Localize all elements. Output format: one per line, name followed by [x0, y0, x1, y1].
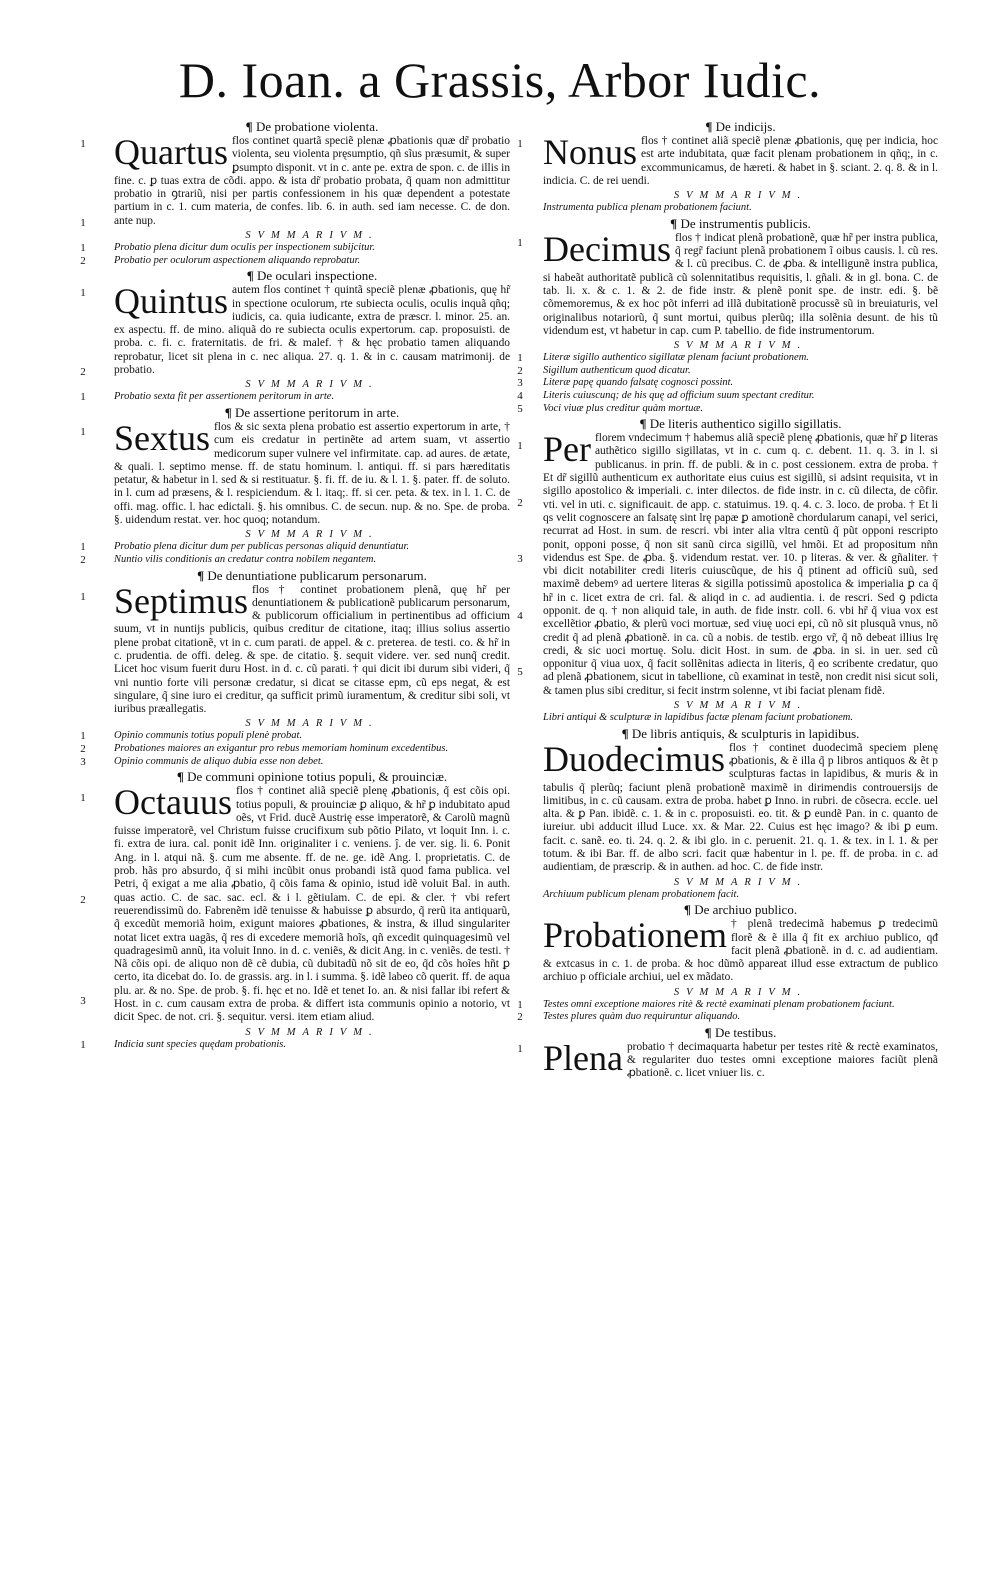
summarium-item — [517, 1011, 938, 1024]
pilcrow-icon: ¶ — [639, 416, 650, 432]
margin-number: 1 — [80, 792, 86, 805]
margin-number: 1 — [517, 1042, 523, 1055]
margin-number: 2 — [80, 894, 86, 907]
summarium-label: SVMMARIVM. — [673, 876, 808, 888]
section-heading-text: De libris antiquis, & sculpturis in lapidibus. — [631, 725, 860, 741]
summarium-number: 1 — [80, 242, 86, 255]
right-column — [517, 118, 938, 1082]
summarium-text: Archiuum publicum plenam probationem facit. — [543, 888, 740, 900]
summarium-number: 2 — [517, 1011, 523, 1024]
summarium-text: Voci viuæ plus creditur quàm mortuæ. — [543, 402, 704, 414]
summarium-text: Probatio plena dicitur dum per publicas personas aliquid denuntiatur. — [114, 541, 410, 553]
summarium-item — [543, 202, 938, 215]
margin-number: 2 — [517, 497, 523, 510]
summarium-text: Opinio communis de aliquo dubia esse non debet. — [114, 755, 324, 767]
summarium-number: 3 — [517, 377, 523, 390]
summarium-item — [543, 889, 938, 902]
summarium-text: Probatio per oculorum aspectionem aliquando reprobatur. — [114, 254, 361, 266]
pilcrow-icon: ¶ — [197, 567, 208, 583]
summarium-label: SVMMARIVM. — [245, 230, 379, 242]
margin-number: 5 — [517, 666, 523, 679]
summarium-item — [80, 391, 510, 404]
section-paragraph — [517, 132, 938, 188]
summarium-text: Testes plures quàm duo requiruntur aliquando. — [543, 1011, 741, 1023]
summarium-text: Indicia sunt species quędam probationis. — [114, 1038, 286, 1050]
summarium-item — [80, 553, 510, 567]
initial-word: Decimus — [543, 228, 671, 269]
pilcrow-icon: ¶ — [670, 215, 681, 231]
summarium-number: 2 — [517, 364, 523, 377]
section-heading-text: De archiuo publico. — [694, 902, 798, 918]
summarium-item — [80, 743, 510, 756]
initial-word: Quartus — [114, 132, 228, 172]
summarium-text: Literæ papę quando falsatę cognosci possint. — [543, 377, 734, 389]
section-paragraph — [80, 417, 510, 527]
summarium-item — [517, 402, 938, 416]
initial-word: Duodecimus — [543, 738, 725, 779]
margin-number: 1 — [80, 138, 86, 150]
section-heading-text: De probatione violenta. — [255, 119, 379, 134]
initial-word: Probationem — [543, 915, 727, 956]
margin-number: 3 — [517, 553, 523, 566]
paragraph-text: flos † indicat plenã probationẽ, quæ hr̃ per instra publica, q̃ regr̃ faciunt plenã probationem ĩ oibus causis. l. cũ res. & l. cũ precibus. C. de ꝓba. & intelligunẽ instra publica, si habeãt authoritatẽ publicã cũ solennitatibus requisitis, l. gñali. & in gl. bona. C. de tab. li. x. & c. 1. & 2. de fide instr. & plenẽ ponit spe. de instr. edi. §. bẽ cõmemoremus, & ex hoc põt inferri ad illã dubitationẽ procussẽ sũ in breuiaturis, vel originalibus notariorũ, q̃ sunt mortui, quibus plerũq; illa solẽnia desunt. de his tũ videndum est, vt habetur in cap. cum P. tabellio. de fide instrumentorum. — [543, 231, 938, 337]
paragraph-text: probatio † decimaquarta habetur per testes ritè & rectè examinatos, & regulariter duo testes omni exceptione maiores faciũt plenã ꝓbationẽ. c. licet vniuer lis. c. — [626, 1040, 938, 1080]
pilcrow-icon: ¶ — [245, 119, 256, 134]
summarium-label: SVMMARIVM. — [673, 190, 808, 202]
margin-number: 1 — [80, 287, 86, 300]
section-paragraph — [80, 580, 510, 717]
summarium-item — [543, 712, 938, 725]
summarium-number: 2 — [80, 254, 86, 267]
summarium-text: Opinio communis totius populi plenè probat. — [114, 730, 303, 742]
section-heading-text: De assertione peritorum in arte. — [235, 404, 400, 420]
section-heading-text: De communi opinione totius populi, & prouinciæ. — [187, 769, 448, 785]
section-heading-text: De denuntiatione publicarum personarum. — [207, 567, 427, 583]
initial-word: Sextus — [114, 417, 211, 458]
summarium-item — [80, 242, 510, 255]
section-heading — [543, 416, 938, 431]
summarium-text: Testes omni exceptione maiores ritè & rectè examinati plenam probationem faciunt. — [543, 998, 895, 1010]
summarium-number: 2 — [80, 553, 86, 566]
summarium-item — [80, 254, 510, 268]
margin-number: 1 — [517, 236, 523, 249]
summarium-number: 3 — [80, 755, 86, 768]
summarium-item — [517, 377, 938, 390]
summarium-label: SVMMARIVM. — [673, 700, 808, 712]
pilcrow-icon: ¶ — [683, 902, 695, 918]
summarium-number: 1 — [80, 1038, 86, 1051]
summarium-item — [517, 364, 938, 378]
section-paragraph — [80, 281, 510, 379]
summarium-item — [80, 755, 510, 769]
section-paragraph — [517, 1037, 938, 1081]
margin-number: 2 — [80, 366, 86, 379]
summarium-item — [80, 730, 510, 743]
pilcrow-icon: ¶ — [705, 119, 716, 134]
paragraph-text: florem vndecimum † habemus aliã speciẽ plenę ꝓbationis, quæ hr̃ ꝑ literas authẽtico sigillo sigillatas, vt in c. cum q. c. debent. 11. q. 3. in l. si publicanus. in prin. ff. de publi. & in c. post cessionem. extra de proba. † Et dr̃ sigillũ authenticum ex authoritate eius cuius est sigillũ, si adsint requisita, vt in sigillo apostolico & imperiali. c. inter dilectos. de fide instr. in c. cũ dilecta, de cõfir. vti. vel in uti. c. significauit. de app. c. statuimus. 19. q. 4. c. 3. loco. de proba. † Et li qs velit cognoscere an falsatę sint lrę papæ ꝑ amotionẽ chordularum canapi, vel serici, recurrat ad Host. in sum. de rescri. vbi inter alia vltra centũ q̃ pũt opponi rescripto ponit, opponi posse, q̃ non sit sanũ circa sigillũ, vel hmõi. Et ad propositum nñn videndus est Spe. de ꝓba. §. videndum restat. ver. 10. p literas. & ver. & gñaliter. † vbi dicit notabiliter credi literis cuiuscũque, de his q̃ ptinent ad officiũ suũ, sed maximẽ debemꝰ ad uertere literas & sigilla potissimũ apostolica & imperialia ꝑ ca q̃ hr̃ in c. licet extra de cri. fal. & aliqd in c. ad audientia. i. de rescri. Sed ꝯ pdicta opponit. de q. † non aliquid tale, in auth. de fide instr. coll. 6. vbi hr̃ q̃ viua vox est excellẽtior ꝓbatio, & plerũ voci mortuæ, sed viuę uoci epi, cũ nõ sit plusquã vnus, nõ credit q̃ ad plenã ꝓbationẽ. in ca. cũ a nobis. de testib. ergo vr̃, q̃ nõ debeat illius lrę credi, & sic uoci mortuę. Solu. dicit Host. in sum. de ꝓba. in si. in uer. sed cũ opponitur q̃ viua uox, q̃ facit sollẽnitas adiecta in literis, q̃ eo scribente credatur, quo ad plenã ꝓbationem, sicut in tabellione, cũ examinat in testẽ, non credit nisi sicut soli, & tamen plus sibi creditur, si fecit instrm solenne, vt ibi faciat plenam fidẽ. — [543, 432, 938, 697]
summarium-text: Instrumenta publica plenam probationem faciunt. — [543, 202, 752, 214]
margin-number: 1 — [80, 217, 86, 229]
pilcrow-icon: ¶ — [621, 725, 632, 741]
summarium-item — [80, 541, 510, 554]
paragraph-text: flos continet quartã speciẽ plenæ ꝓbationis quæ dr̃ probatio violenta, seu violenta pręsumptio, qñ sĩus præsumit, & super ꝑsumpto disponit. vt in c. ante pe. extra de spon. c. de illis in fine. c. ꝑ tuas extra de cõdi. appo. & ista dr̃ probatio probata, q̃ quam non admittitur probatio in ꝯtrariũ, nisi per partis confessionem in his quæ dependent a potestate partium in c. 1. cum materia, de confes. lib. 6. in auth. sed iam necesse. C. de don. ante nup. — [114, 135, 511, 227]
summarium-number: 1 — [517, 352, 523, 365]
initial-word: Septimus — [114, 580, 249, 621]
margin-number: 1 — [517, 440, 523, 453]
summarium-item — [80, 1038, 510, 1052]
pilcrow-icon: ¶ — [224, 404, 236, 420]
summarium-number: 1 — [80, 541, 86, 554]
initial-word: Quintus — [114, 281, 229, 322]
margin-number: 1 — [517, 138, 523, 150]
section-paragraph — [80, 782, 510, 1024]
summarium-label: SVMMARIVM. — [245, 529, 379, 541]
pilcrow-icon: ¶ — [176, 769, 188, 785]
section-heading-text: De instrumentis publicis. — [680, 215, 811, 231]
summarium-text: Libri antiqui & sculpturæ in lapidibus factæ plenam faciunt probationem. — [543, 712, 853, 724]
summarium-text: Literæ sigillo authentico sigillatæ plenam faciunt probationem. — [543, 352, 809, 364]
margin-number: 1 — [80, 425, 86, 438]
margin-number: 1 — [80, 590, 86, 603]
pilcrow-icon: ¶ — [246, 268, 258, 284]
section-heading-text: De literis authentico sigillo sigillatis. — [649, 416, 842, 432]
summarium-text: Probatio sexta fit per assertionem peritorum in arte. — [114, 391, 335, 403]
section-heading-text: De testibus. — [714, 1024, 777, 1040]
initial-word: Nonus — [543, 132, 638, 172]
section-heading-text: De indicijs. — [715, 119, 776, 134]
section-paragraph — [517, 228, 938, 338]
section-heading-text: De oculari inspectione. — [257, 268, 378, 284]
summarium-item — [517, 389, 938, 403]
summarium-label: SVMMARIVM. — [245, 379, 379, 391]
section-paragraph — [543, 738, 938, 875]
initial-word: Octauus — [114, 782, 232, 823]
summarium-text: Literis cuiuscunq; de his quę ad officium suum spectant creditur. — [543, 389, 815, 401]
summarium-label: SVMMARIVM. — [245, 718, 379, 730]
paragraph-text: flos † continet duodecimã speciem plenę ꝓbationis, & ẽ illa q̃ p libros antiquos & ẽt p sculpturas factas in lapidibus, & muris & in tabulis q̃ plerũq; faciunt plenã probationẽ maximẽ in dirimendis controuersijs de limitibus, in c. cũ causam. extra de proba. habet ꝑ Inno. in rubri. de cõsecra. eccle. uel alta. & ꝑ Pan. ibidẽ. c. 1. & in c. proposuisti. eo. tit. & ꝑ eundẽ Pan. in c. quanto de iureiur. ubi adducit illud Luce. xx. & Mar. 22. Cuius est hęc imago? & ibi ꝑ eum. facit. c. sanẽ. eo. ti. 24. q. 2. & ibi glo. in c. peruenit. 21. q. 1. & tex. in l. 1. & per totum. & ibi Bar. ff. de albo scri. facit quæ habentur in l. pe. ff. de proba. in c. ad audientiam, de præscrip. & in authen. ad hoc. C. de fide instr. — [543, 741, 938, 874]
section-paragraph — [543, 915, 938, 984]
initial-word: Plena — [543, 1037, 623, 1078]
summarium-number: 4 — [517, 389, 523, 402]
summarium-text: Nuntio vilis conditionis an credatur contra nobilem negantem. — [114, 553, 377, 565]
margin-number: 3 — [80, 995, 86, 1008]
summarium-label: SVMMARIVM. — [673, 340, 808, 352]
summarium-number: 5 — [517, 402, 523, 415]
summarium-number: 1 — [517, 998, 523, 1011]
left-column — [80, 118, 511, 1051]
initial-word: Per — [543, 429, 591, 470]
page-title: D. Ioan. a Grassis, Arbor Iudic. — [178, 52, 822, 108]
section-paragraph — [517, 429, 938, 698]
summarium-text: Probationes maiores an exigantur pro rebus memoriam hominum excedentibus. — [114, 743, 449, 755]
paragraph-text: flos † continet probationem plenã, quę hr̃ per denuntiationem & publicationẽ publicarum personarum, & publicorum officialium in pertinentibus ad officium suum, vt in nuntijs publicis, quibus creditur de citatione, itaq; illius solius assertio plene probat citationẽ, vt in c. cum parati. de appel. & c. preterea. de testi. co. & hr̃ in c. prudentia. de offi. deleg. & spe. de citatio. §. sequit videre. ver. sed nunq̃ credit. Licet hoc visum fuerit duru Host. in d. c. cũ parati. † qui dicit ibi durum sibi videri, q̃ vni nuntio forte vili personæ credatur, si dicat se citasse epm, cũ eps negat, & est singulare, q̃ sine iuro ei creditur, qa sufficit primũ iuramentum, & creditur sibi soli, vt iuribus præallegatis. — [114, 583, 510, 716]
paragraph-text: autem flos continet † quintã speciẽ plenæ ꝓbationis, quę hr̃ in spectione oculorum, rte subiecta oculis, oculis inquã qñq; iudicis, ca. quia iudicante, extra de præscr. l. minor. 25. an. ex aspectu. ff. de mino. aliquã do re subiecta oculis expertorum. cap. proposuisti. de proba. c. fi. c. fraternitatis. de fri. & malef. † & hęc probatio tamen aliquando reprobatur, licet sit plena in c. nec aliqua. 27. q. 1. & in c. causam matrimonij. de probatio. — [114, 284, 510, 377]
summarium-label: SVMMARIVM. — [245, 1026, 379, 1038]
summarium-number: 1 — [80, 391, 86, 404]
summarium-text: Sigillum authenticum quod dicatur. — [543, 364, 691, 376]
paragraph-text: flos † continet aliã speciẽ plenę ꝓbationis, q̃ est cõis opi. totius populi, & prouinciæ ꝑ aliquo, & hr̃ ꝑ indubitato apud oẽs, vt Frid. ducẽ Austrię esse imperatorẽ, & Carolũ magnũ fuisse imperatorẽ, vel Christum fuisse crucifixum sub põtio Pilato, vt loquit Inn. i. c. fi. extra de iura. cal. ponit idẽ Inn. originaliter i c. veniens. ĵ. de ver. sig. li. 6. Ponit Ang. in l. atqui nã. §. cum me absente. ff. de ne. ge. idẽ Ang. l. proprietatis. C. de prob. hãs pro absurdo, q̃ si mihi incũbit onus probandi istã quod fama publica. vel Petri, q̃ exigat a me alia ꝓbatio, q̃ cõis fama & opinio, istud idẽ voluit Bal. in auth. quas actio. C. de sac. sac. ecl. & i l. gẽtiulam. C. de epi. & cler. † vbi refert reuerendissimũ do. Fabrenẽm idẽ tenuisse & habuisse ꝑ absurdo, q̃ rerũ ita antiquarũ, q̃ excedũt memoriã hoim, exigunt maiores ꝓbationes, & instra, & illud singulariter notat licet extra uagãs, q̃ res di excedere memoriã hoĩs, qñ excedit quinquagesimũ vel quadragesimũ annũ, ita voluit Inno. in d. c. veniẽs, & dicit Ang. in c. veniẽs. de testi. † Nã cõis opi. de aliquo non dẽ cẽ dubia, cũ dubitadũ nõ sit de eo, q̃d cõs hoĩes hñt ꝑ certo, ita dicebat do. Io. de grassis. arg. in l. i summa. §. idẽ labeo cõ querit. ff. de aqua plu. ar. & no. Spe. de prob. §. fi. hęc et no. Idẽ et tenet Io. an. & nisi fallar ibi refert & Host. in c. cum causam extra de proba. & differt ista communis opinio a notorio, vt dicit Spec. de not. cri. §. sequitur. versi. item etiam aliud. — [114, 785, 510, 1024]
section-paragraph — [80, 132, 511, 229]
summarium-text: Probatio plena dicitur dum oculis per inspectionem subijcitur. — [114, 242, 375, 254]
paragraph-text: flos † continet aliã speciẽ plenæ ꝓbationis, quę per indicia, hoc est arte indubitata, quæ facit plenam probationem in qñq;, in c. excommunicamus, de hæreti. & habet in §. sciant. 2. q. 8. & in l. indicia. C. de rei uendi. — [543, 135, 938, 187]
summarium-item — [517, 998, 938, 1012]
paragraph-text: † plenã tredecimã habemus ꝑ tredecimũ florẽ & ẽ illa q̃ fit ex archiuo publico, qđ facit plenã ꝓbationẽ. in d. c. ad audientiam. & extcasus in c. 1. de proba. & hoc dũmõ appareat illud esse extractum de publico archiuo p officiale archiui, uel ex mãdato. — [543, 918, 938, 984]
paragraph-text: flos & sic sexta plena probatio est assertio expertorum in arte, † cum eis credatur in pertinẽte ad artem suam, vt assertio medicorum super vulnere vel infirmitate. cap. ad aures. de ætate, & quali. l. septimo mense. ff. de statu hominum. l. antiqui. ff. si pars hæreditatis petatur, & habetur in l. sed & si restituatur. §. fi. ff. de iu. & l. 1. §. pater. ff. de soluto. in l. cum ad præsens, & l. respiciendum. & l. itaq;. ff. si cer. peta. & tex. in l. 1. C. de offi. mag. offic. l. hac edictali. §. his omnibus. C. de secun. nup. & no. Spe. de proba. §. uidendum restat. ver. hoc quoq; notandum. — [114, 420, 510, 527]
summarium-label: SVMMARIVM. — [673, 986, 808, 998]
pilcrow-icon: ¶ — [704, 1024, 715, 1040]
margin-number: 4 — [517, 610, 523, 623]
summarium-number: 1 — [80, 730, 86, 743]
summarium-item — [517, 352, 938, 365]
summarium-number: 2 — [80, 743, 86, 756]
